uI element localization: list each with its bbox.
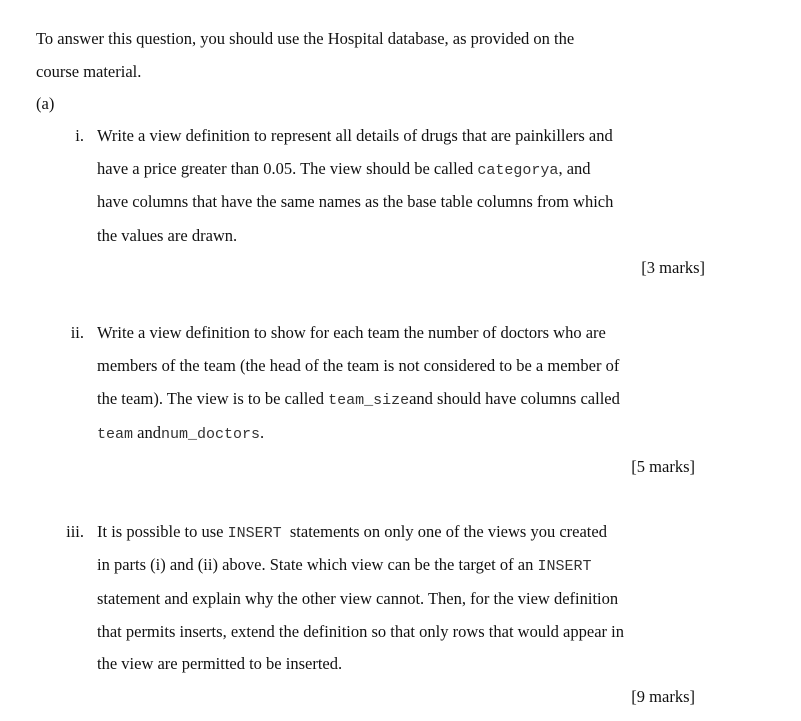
q2-line-3-text-b: and should have columns called xyxy=(409,389,620,408)
q1-line-3: have columns that have the same names as the base table columns from which xyxy=(97,192,614,211)
question-number-ii: ii. xyxy=(70,323,84,342)
q3-line-5: the view are permitted to be inserted. xyxy=(97,654,343,673)
q1-marks: [3 marks] xyxy=(641,258,705,277)
q3-line-3: statement and explain why the other view cannot. Then, for the view definition xyxy=(97,589,619,608)
q1-line-4: the values are drawn. xyxy=(97,226,238,245)
intro-line-1: To answer this question, you should use the Hospital database, as provided on the xyxy=(36,29,575,48)
q2-line-3-text-a: the team). The view is to be called xyxy=(97,389,329,408)
question-number-i: i. xyxy=(75,126,84,145)
q3-line-1-text-a: It is possible to use xyxy=(97,522,228,541)
column-name-team: team xyxy=(97,426,134,443)
question-number-iii: iii. xyxy=(66,522,84,541)
q3-line-2 xyxy=(97,555,591,577)
column-name-num-doctors: num_doctors xyxy=(160,426,260,443)
q3-line-1-text-b: statements on only one of the views you created xyxy=(281,522,607,541)
q3-line-2-text-a: in parts (i) and (ii) above. State which view can be the target of an xyxy=(97,555,538,574)
q1-line-2-text-a: have a price greater than 0.05. The view should be called xyxy=(97,159,478,178)
q2-line-1: Write a view definition to show for each team the number of doctors who are xyxy=(97,323,606,342)
q2-line-3 xyxy=(97,389,620,411)
q3-line-4: that permits inserts, extend the definition so that only rows that would appear in xyxy=(97,622,624,641)
keyword-insert-2: INSERT xyxy=(537,558,592,575)
view-name-team-size: team_size xyxy=(328,392,410,409)
q2-marks: [5 marks] xyxy=(631,457,695,476)
q1-line-2 xyxy=(97,159,591,181)
part-label: (a) xyxy=(36,94,55,113)
q2-line-2: members of the team (the head of the team is not considered to be a member of xyxy=(97,356,620,375)
q2-line-4-and: and xyxy=(133,423,161,442)
q2-line-4 xyxy=(97,423,264,445)
q2-line-4-period: . xyxy=(260,423,265,442)
keyword-insert: INSERT xyxy=(227,525,282,542)
q3-line-1 xyxy=(97,522,607,544)
view-name-categorya: categorya xyxy=(477,162,559,179)
q1-line-2-text-b: , and xyxy=(558,159,591,178)
q3-marks: [9 marks] xyxy=(631,687,695,706)
intro-line-2: course material. xyxy=(36,62,142,81)
q1-line-1: Write a view definition to represent all details of drugs that are painkillers and xyxy=(97,126,613,145)
